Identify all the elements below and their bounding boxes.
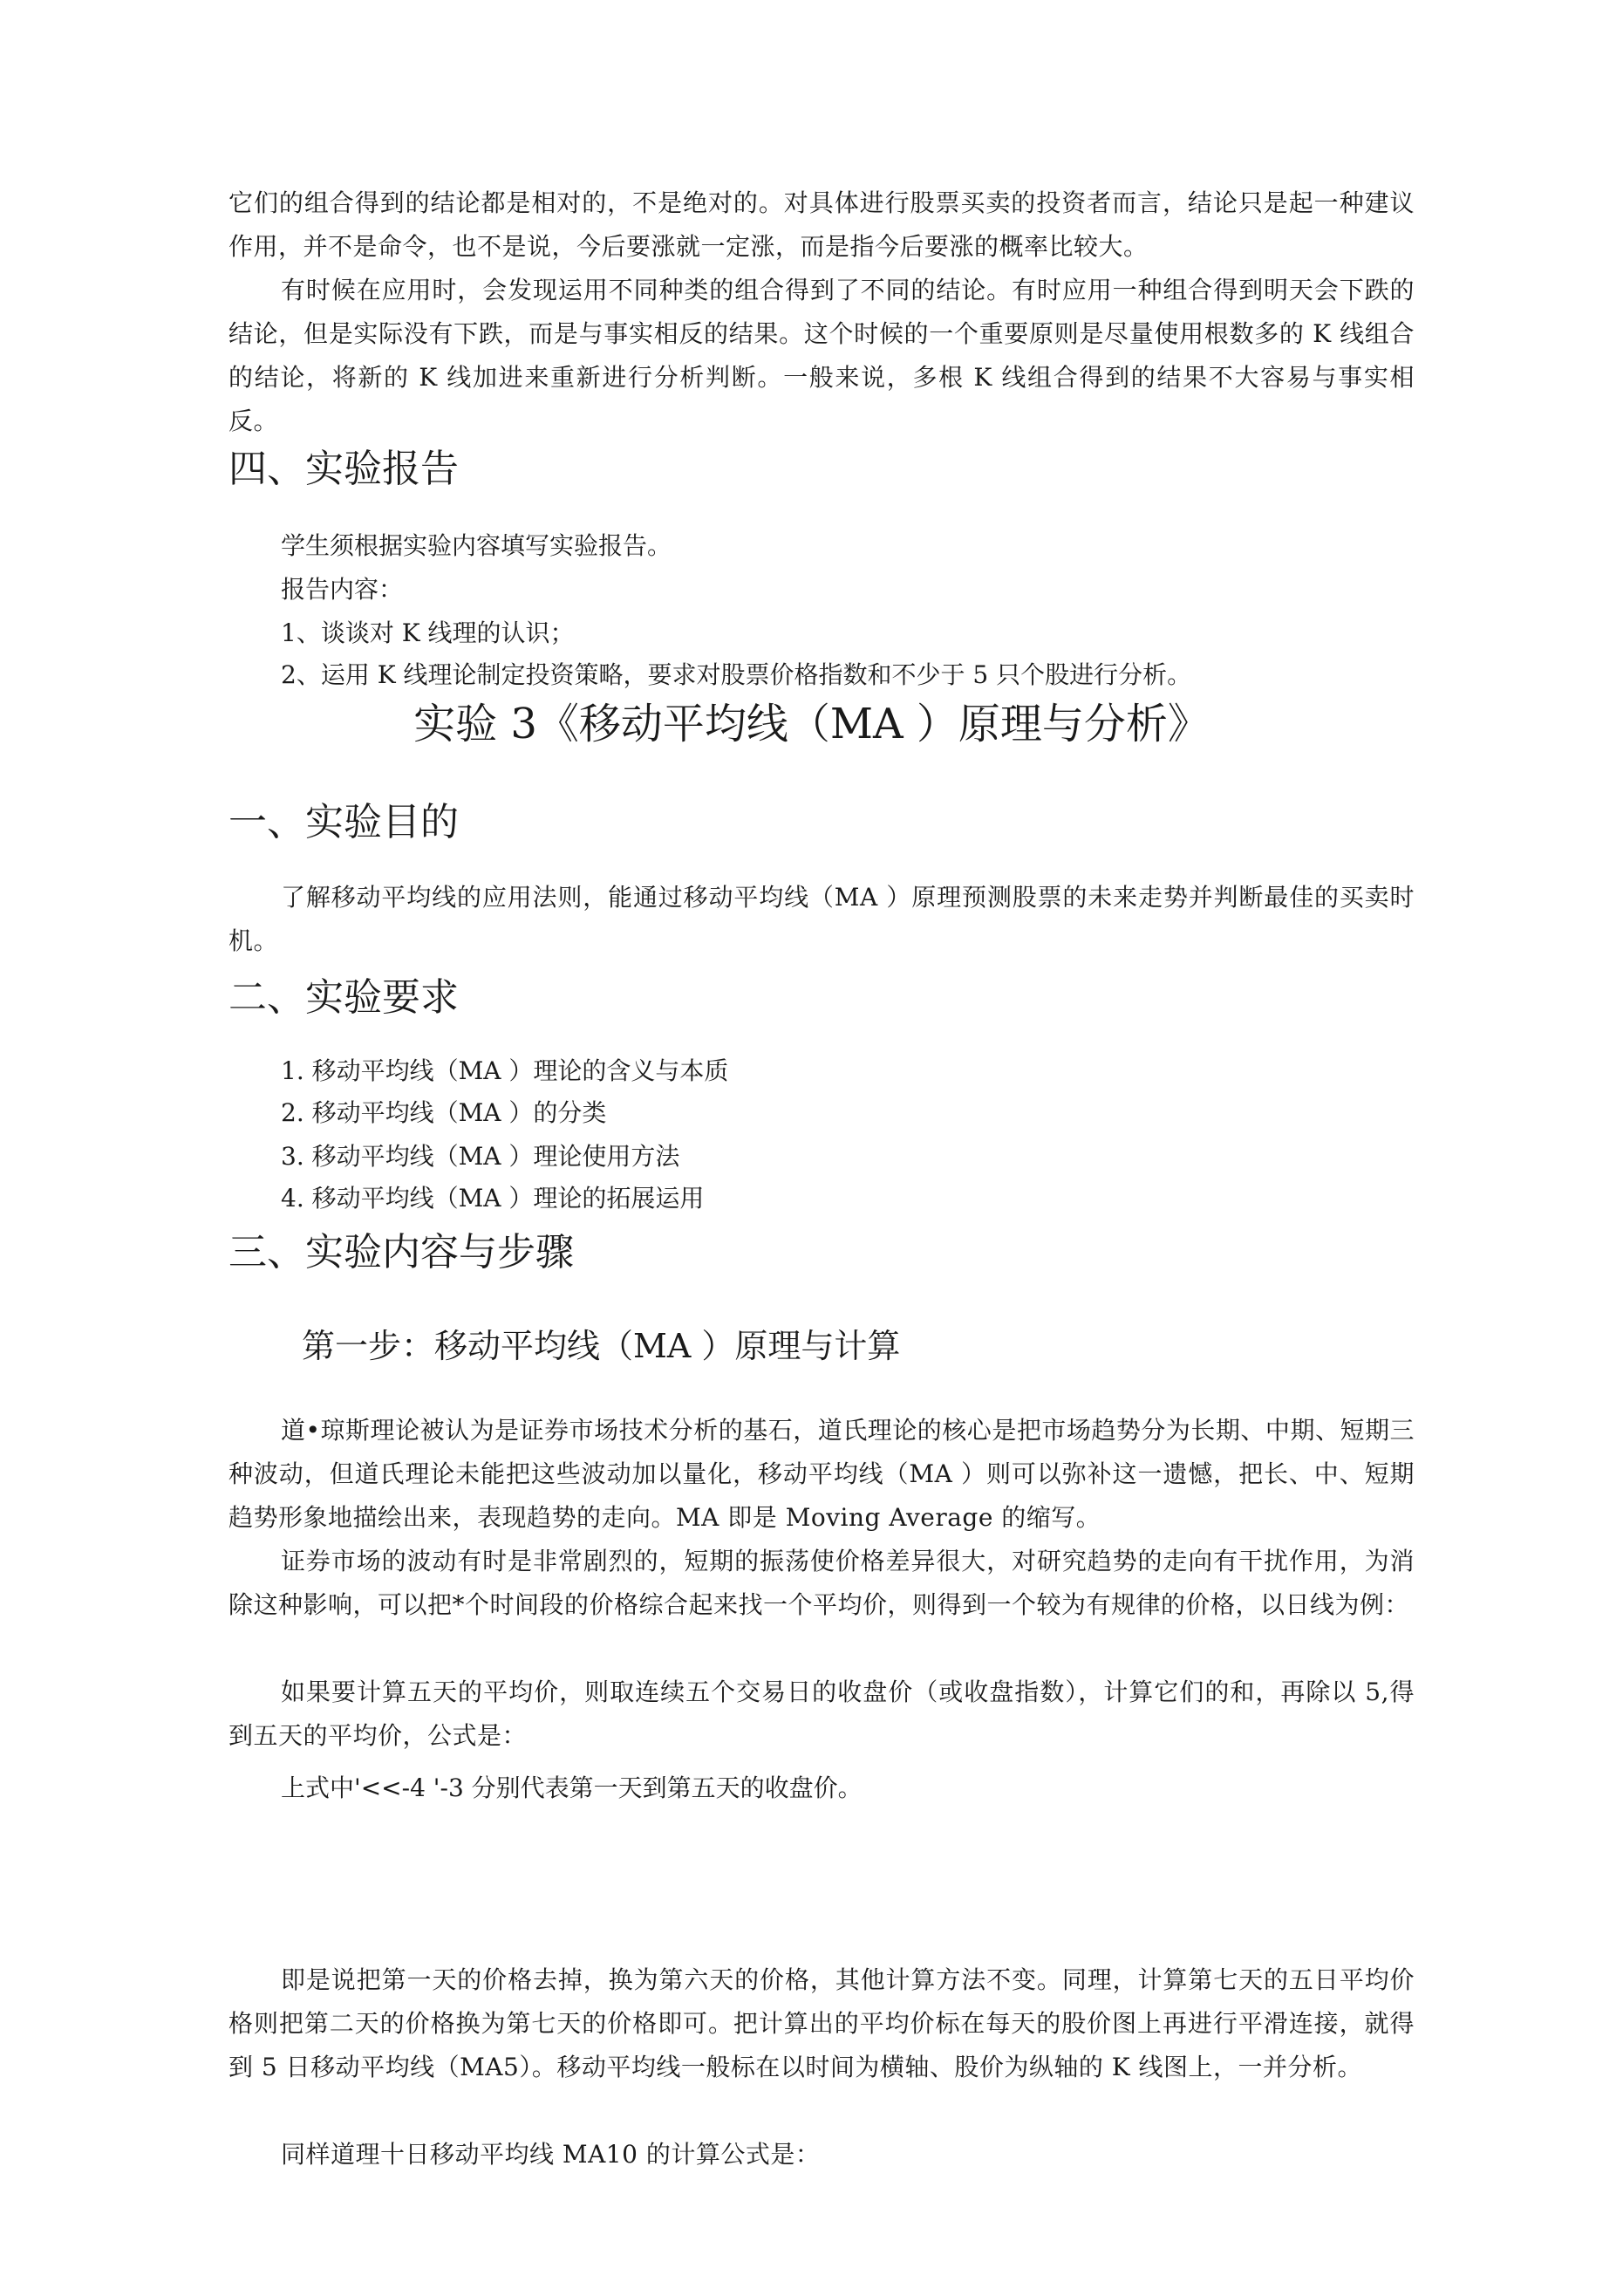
report-line-2: 报告内容：: [281, 575, 404, 604]
step1-heading: 第一步：移动平均线（MA ）原理与计算: [302, 1327, 901, 1365]
section-heading-report: 四、实验报告: [228, 447, 459, 491]
requirement-item-1: 1. 移动平均线（MA ）理论的含义与本质: [281, 1056, 729, 1085]
report-line-3: 1、谈谈对 K 线理的认识；: [281, 618, 575, 647]
section-heading-content: 三、实验内容与步骤: [228, 1230, 574, 1274]
intro-paragraph-2: 有时候在应用时，会发现运用不同种类的组合得到了不同的结论。有时应用一种组合得到明天会下跌的结论，但是实际没有下跌，而是与事实相反的结果。这个时候的一个重要原则是尽量使用根数多的 K 线组合的结论，将新的 K 线加进来重新进行分析判断。一般来说，多根 K 线组合得到的结果不大容易与事实相反。: [228, 276, 1415, 435]
section-heading-purpose: 一、实验目的: [228, 800, 459, 844]
report-line-1: 学生须根据实验内容填写实验报告。: [281, 531, 672, 560]
step1-paragraph-1: 道•琼斯理论被认为是证券市场技术分析的基石，道氏理论的核心是把市场趋势分为长期、中期、短期三种波动，但道氏理论未能把这些波动加以量化，移动平均线（MA ）则可以弥补这一遗憾，把长、中、短期趋势形象地描绘出来，表现趋势的走向。MA 即是 Moving Average 的缩写。: [228, 1416, 1415, 1532]
requirement-item-2: 2. 移动平均线（MA ）的分类: [281, 1098, 607, 1127]
experiment-title: 实验 3《移动平均线（MA ）原理与分析》: [413, 700, 1210, 748]
step1-paragraph-5: 同样道理十日移动平均线 MA10 的计算公式是：: [281, 2140, 821, 2169]
formula-note: 上式中'<<-4 '-3 分别代表第一天到第五天的收盘价。: [281, 1773, 863, 1802]
section-heading-requirements: 二、实验要求: [228, 975, 459, 1020]
intro-paragraph-1: 它们的组合得到的结论都是相对的，不是绝对的。对具体进行股票买卖的投资者而言，结论只是起一种建议作用，并不是命令，也不是说，今后要涨就一定涨，而是指今后要涨的概率比较大。: [228, 188, 1415, 261]
purpose-paragraph: 了解移动平均线的应用法则，能通过移动平均线（MA ）原理预测股票的未来走势并判断最佳的买卖时机。: [228, 883, 1415, 955]
step1-paragraph-4: 即是说把第一天的价格去掉，换为第六天的价格，其他计算方法不变。同理，计算第七天的五日平均价格则把第二天的价格换为第七天的价格即可。把计算出的平均价标在每天的股价图上再进行平滑连接，就得到 5 日移动平均线（MA5）。移动平均线一般标在以时间为横轴、股价为纵轴的 K 线图上，一并分析。: [228, 1965, 1415, 2081]
report-line-4: 2、运用 K 线理论制定投资策略，要求对股票价格指数和不少于 5 只个股进行分析。: [281, 660, 1192, 689]
requirement-item-3: 3. 移动平均线（MA ）理论使用方法: [281, 1142, 680, 1171]
step1-paragraph-2: 证券市场的波动有时是非常剧烈的，短期的振荡使价格差异很大，对研究趋势的走向有干扰作用，为消除这种影响，可以把*个时间段的价格综合起来找一个平均价，则得到一个较为有规律的价格，以日线为例：: [228, 1547, 1415, 1619]
requirement-item-4: 4. 移动平均线（MA ）理论的拓展运用: [281, 1184, 705, 1213]
step1-paragraph-3: 如果要计算五天的平均价，则取连续五个交易日的收盘价（或收盘指数），计算它们的和，再除以 5,得到五天的平均价，公式是：: [228, 1678, 1415, 1750]
